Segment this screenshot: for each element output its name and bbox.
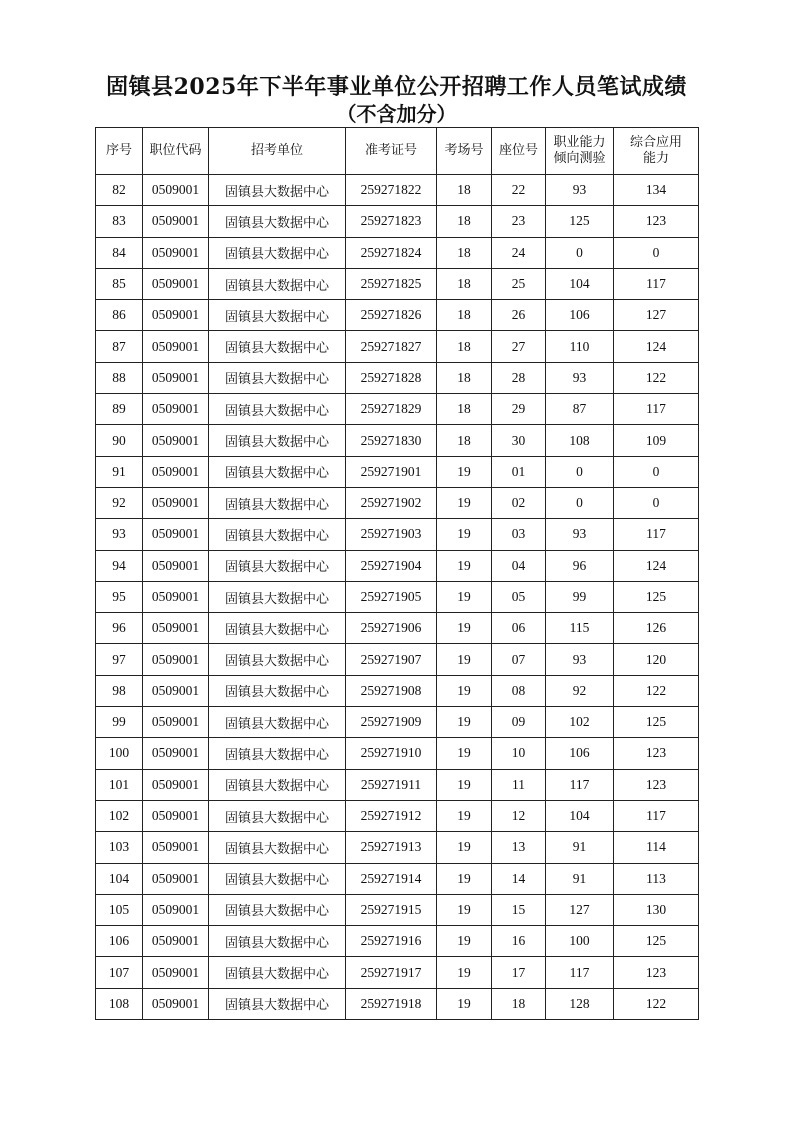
table-row: [96, 487, 699, 518]
cell-aptitude-score: 0: [546, 456, 614, 487]
cell-ticket-number: 259271830: [346, 425, 437, 456]
cell-seat: 17: [492, 957, 546, 988]
cell-exam-room: 18: [437, 237, 492, 268]
cell-aptitude-score: 117: [546, 769, 614, 800]
cell-ticket-number: 259271903: [346, 519, 437, 550]
col-header-seat: 座位号: [492, 128, 546, 175]
cell-serial: 94: [96, 550, 143, 581]
cell-ticket-number: 259271912: [346, 800, 437, 831]
cell-seat: 06: [492, 613, 546, 644]
cell-exam-room: 19: [437, 926, 492, 957]
cell-comprehensive-score: 0: [614, 487, 699, 518]
cell-ticket-number: 259271916: [346, 926, 437, 957]
cell-aptitude-score: 91: [546, 832, 614, 863]
cell-seat: 02: [492, 487, 546, 518]
cell-position-code: 0509001: [143, 613, 209, 644]
cell-aptitude-score: 100: [546, 926, 614, 957]
cell-seat: 22: [492, 175, 546, 206]
table-row: [96, 926, 699, 957]
cell-comprehensive-score: 122: [614, 988, 699, 1019]
cell-position-code: 0509001: [143, 331, 209, 362]
cell-aptitude-score: 99: [546, 581, 614, 612]
cell-position-code: 0509001: [143, 832, 209, 863]
cell-seat: 01: [492, 456, 546, 487]
cell-comprehensive-score: 134: [614, 175, 699, 206]
col-header-unit: 招考单位: [209, 128, 346, 175]
cell-exam-room: 18: [437, 175, 492, 206]
cell-comprehensive-score: 123: [614, 769, 699, 800]
table-row: [96, 675, 699, 706]
cell-seat: 29: [492, 394, 546, 425]
cell-exam-room: 19: [437, 894, 492, 925]
col-header-aptitude-score: 职业能力倾向测验: [546, 128, 614, 175]
cell-exam-room: 19: [437, 613, 492, 644]
cell-seat: 25: [492, 268, 546, 299]
cell-serial: 108: [96, 988, 143, 1019]
cell-comprehensive-score: 123: [614, 738, 699, 769]
cell-comprehensive-score: 126: [614, 613, 699, 644]
cell-exam-room: 18: [437, 331, 492, 362]
table-row: [96, 644, 699, 675]
cell-exam-room: 18: [437, 300, 492, 331]
cell-exam-room: 18: [437, 394, 492, 425]
page-subtitle: （不含加分）: [336, 102, 457, 126]
cell-unit: 固镇县大数据中心: [209, 206, 346, 237]
cell-aptitude-score: 106: [546, 738, 614, 769]
cell-aptitude-score: 108: [546, 425, 614, 456]
page-title: 固镇县2025年下半年事业单位公开招聘工作人员笔试成绩: [106, 74, 687, 100]
cell-unit: 固镇县大数据中心: [209, 863, 346, 894]
cell-comprehensive-score: 0: [614, 237, 699, 268]
cell-ticket-number: 259271917: [346, 957, 437, 988]
cell-serial: 102: [96, 800, 143, 831]
table-row: [96, 738, 699, 769]
cell-comprehensive-score: 122: [614, 675, 699, 706]
cell-serial: 87: [96, 331, 143, 362]
cell-ticket-number: 259271918: [346, 988, 437, 1019]
cell-seat: 09: [492, 707, 546, 738]
cell-serial: 103: [96, 832, 143, 863]
cell-unit: 固镇县大数据中心: [209, 926, 346, 957]
cell-ticket-number: 259271825: [346, 268, 437, 299]
cell-position-code: 0509001: [143, 394, 209, 425]
col-header-position-code: 职位代码: [143, 128, 209, 175]
cell-seat: 28: [492, 362, 546, 393]
cell-unit: 固镇县大数据中心: [209, 988, 346, 1019]
cell-position-code: 0509001: [143, 519, 209, 550]
table-row: [96, 863, 699, 894]
col-header-exam-room: 考场号: [437, 128, 492, 175]
table-row: [96, 769, 699, 800]
cell-comprehensive-score: 124: [614, 331, 699, 362]
cell-unit: 固镇县大数据中心: [209, 707, 346, 738]
table-row: [96, 832, 699, 863]
cell-unit: 固镇县大数据中心: [209, 394, 346, 425]
cell-aptitude-score: 104: [546, 268, 614, 299]
cell-seat: 11: [492, 769, 546, 800]
cell-comprehensive-score: 0: [614, 456, 699, 487]
cell-ticket-number: 259271824: [346, 237, 437, 268]
cell-ticket-number: 259271914: [346, 863, 437, 894]
cell-position-code: 0509001: [143, 894, 209, 925]
cell-unit: 固镇县大数据中心: [209, 487, 346, 518]
cell-serial: 84: [96, 237, 143, 268]
cell-comprehensive-score: 123: [614, 206, 699, 237]
cell-serial: 97: [96, 644, 143, 675]
cell-aptitude-score: 92: [546, 675, 614, 706]
cell-aptitude-score: 96: [546, 550, 614, 581]
table-row: [96, 581, 699, 612]
cell-ticket-number: 259271829: [346, 394, 437, 425]
cell-position-code: 0509001: [143, 300, 209, 331]
cell-comprehensive-score: 124: [614, 550, 699, 581]
cell-unit: 固镇县大数据中心: [209, 331, 346, 362]
cell-unit: 固镇县大数据中心: [209, 237, 346, 268]
cell-position-code: 0509001: [143, 738, 209, 769]
cell-aptitude-score: 117: [546, 957, 614, 988]
cell-position-code: 0509001: [143, 175, 209, 206]
cell-serial: 101: [96, 769, 143, 800]
cell-serial: 86: [96, 300, 143, 331]
cell-serial: 91: [96, 456, 143, 487]
cell-ticket-number: 259271904: [346, 550, 437, 581]
cell-position-code: 0509001: [143, 957, 209, 988]
cell-seat: 16: [492, 926, 546, 957]
cell-seat: 15: [492, 894, 546, 925]
cell-comprehensive-score: 117: [614, 800, 699, 831]
cell-ticket-number: 259271915: [346, 894, 437, 925]
cell-serial: 88: [96, 362, 143, 393]
cell-comprehensive-score: 114: [614, 832, 699, 863]
cell-comprehensive-score: 125: [614, 581, 699, 612]
table-row: [96, 800, 699, 831]
cell-comprehensive-score: 117: [614, 519, 699, 550]
cell-serial: 95: [96, 581, 143, 612]
cell-ticket-number: 259271913: [346, 832, 437, 863]
cell-comprehensive-score: 117: [614, 394, 699, 425]
cell-unit: 固镇县大数据中心: [209, 675, 346, 706]
cell-serial: 107: [96, 957, 143, 988]
cell-aptitude-score: 127: [546, 894, 614, 925]
table-row: [96, 613, 699, 644]
cell-position-code: 0509001: [143, 206, 209, 237]
cell-unit: 固镇县大数据中心: [209, 957, 346, 988]
cell-aptitude-score: 110: [546, 331, 614, 362]
cell-ticket-number: 259271823: [346, 206, 437, 237]
cell-comprehensive-score: 122: [614, 362, 699, 393]
cell-seat: 10: [492, 738, 546, 769]
cell-position-code: 0509001: [143, 487, 209, 518]
cell-serial: 85: [96, 268, 143, 299]
cell-seat: 18: [492, 988, 546, 1019]
cell-ticket-number: 259271828: [346, 362, 437, 393]
cell-aptitude-score: 128: [546, 988, 614, 1019]
cell-exam-room: 19: [437, 988, 492, 1019]
table-row: [96, 894, 699, 925]
table-row: [96, 394, 699, 425]
cell-position-code: 0509001: [143, 550, 209, 581]
table-row: [96, 331, 699, 362]
cell-aptitude-score: 93: [546, 362, 614, 393]
table-row: [96, 300, 699, 331]
cell-seat: 13: [492, 832, 546, 863]
cell-ticket-number: 259271826: [346, 300, 437, 331]
cell-exam-room: 19: [437, 769, 492, 800]
cell-position-code: 0509001: [143, 863, 209, 894]
table-row: [96, 707, 699, 738]
col-header-serial: 序号: [96, 128, 143, 175]
cell-aptitude-score: 93: [546, 175, 614, 206]
cell-position-code: 0509001: [143, 707, 209, 738]
cell-seat: 23: [492, 206, 546, 237]
cell-serial: 96: [96, 613, 143, 644]
cell-seat: 27: [492, 331, 546, 362]
cell-position-code: 0509001: [143, 644, 209, 675]
cell-seat: 05: [492, 581, 546, 612]
cell-unit: 固镇县大数据中心: [209, 613, 346, 644]
cell-position-code: 0509001: [143, 800, 209, 831]
cell-ticket-number: 259271910: [346, 738, 437, 769]
cell-serial: 83: [96, 206, 143, 237]
cell-exam-room: 18: [437, 268, 492, 299]
table-row: [96, 957, 699, 988]
cell-exam-room: 19: [437, 738, 492, 769]
table-row: [96, 175, 699, 206]
cell-ticket-number: 259271909: [346, 707, 437, 738]
cell-exam-room: 19: [437, 863, 492, 894]
cell-position-code: 0509001: [143, 675, 209, 706]
cell-exam-room: 19: [437, 800, 492, 831]
cell-aptitude-score: 115: [546, 613, 614, 644]
table-body: [96, 175, 699, 1020]
cell-exam-room: 19: [437, 487, 492, 518]
cell-ticket-number: 259271827: [346, 331, 437, 362]
cell-serial: 92: [96, 487, 143, 518]
cell-aptitude-score: 125: [546, 206, 614, 237]
cell-exam-room: 19: [437, 519, 492, 550]
cell-comprehensive-score: 127: [614, 300, 699, 331]
cell-comprehensive-score: 109: [614, 425, 699, 456]
cell-unit: 固镇县大数据中心: [209, 769, 346, 800]
table-row: [96, 268, 699, 299]
cell-aptitude-score: 106: [546, 300, 614, 331]
cell-unit: 固镇县大数据中心: [209, 456, 346, 487]
cell-unit: 固镇县大数据中心: [209, 832, 346, 863]
cell-seat: 03: [492, 519, 546, 550]
cell-exam-room: 19: [437, 675, 492, 706]
cell-seat: 08: [492, 675, 546, 706]
cell-serial: 90: [96, 425, 143, 456]
cell-ticket-number: 259271901: [346, 456, 437, 487]
cell-exam-room: 19: [437, 644, 492, 675]
cell-comprehensive-score: 117: [614, 268, 699, 299]
cell-aptitude-score: 102: [546, 707, 614, 738]
cell-unit: 固镇县大数据中心: [209, 738, 346, 769]
cell-ticket-number: 259271902: [346, 487, 437, 518]
cell-position-code: 0509001: [143, 926, 209, 957]
table-row: [96, 519, 699, 550]
cell-unit: 固镇县大数据中心: [209, 425, 346, 456]
cell-exam-room: 19: [437, 456, 492, 487]
table-row: [96, 237, 699, 268]
cell-exam-room: 18: [437, 362, 492, 393]
cell-seat: 26: [492, 300, 546, 331]
col-header-comprehensive-score: 综合应用能力: [614, 128, 699, 175]
cell-serial: 100: [96, 738, 143, 769]
table-row: [96, 425, 699, 456]
cell-position-code: 0509001: [143, 769, 209, 800]
cell-seat: 30: [492, 425, 546, 456]
cell-position-code: 0509001: [143, 456, 209, 487]
cell-position-code: 0509001: [143, 362, 209, 393]
cell-unit: 固镇县大数据中心: [209, 300, 346, 331]
cell-aptitude-score: 91: [546, 863, 614, 894]
cell-exam-room: 19: [437, 957, 492, 988]
cell-unit: 固镇县大数据中心: [209, 550, 346, 581]
cell-unit: 固镇县大数据中心: [209, 519, 346, 550]
cell-exam-room: 19: [437, 832, 492, 863]
cell-unit: 固镇县大数据中心: [209, 268, 346, 299]
table-row: [96, 362, 699, 393]
cell-seat: 24: [492, 237, 546, 268]
cell-comprehensive-score: 123: [614, 957, 699, 988]
cell-comprehensive-score: 113: [614, 863, 699, 894]
cell-aptitude-score: 0: [546, 237, 614, 268]
header-row: [96, 128, 699, 175]
cell-exam-room: 18: [437, 425, 492, 456]
cell-seat: 07: [492, 644, 546, 675]
cell-comprehensive-score: 130: [614, 894, 699, 925]
cell-ticket-number: 259271905: [346, 581, 437, 612]
cell-serial: 89: [96, 394, 143, 425]
cell-serial: 104: [96, 863, 143, 894]
cell-position-code: 0509001: [143, 237, 209, 268]
cell-unit: 固镇县大数据中心: [209, 800, 346, 831]
cell-position-code: 0509001: [143, 988, 209, 1019]
cell-serial: 82: [96, 175, 143, 206]
cell-unit: 固镇县大数据中心: [209, 362, 346, 393]
table-row: [96, 206, 699, 237]
cell-ticket-number: 259271911: [346, 769, 437, 800]
cell-seat: 12: [492, 800, 546, 831]
cell-seat: 14: [492, 863, 546, 894]
cell-position-code: 0509001: [143, 268, 209, 299]
cell-ticket-number: 259271822: [346, 175, 437, 206]
cell-exam-room: 19: [437, 581, 492, 612]
cell-ticket-number: 259271906: [346, 613, 437, 644]
cell-exam-room: 18: [437, 206, 492, 237]
cell-unit: 固镇县大数据中心: [209, 894, 346, 925]
table-row: [96, 550, 699, 581]
cell-exam-room: 19: [437, 707, 492, 738]
cell-aptitude-score: 93: [546, 644, 614, 675]
cell-position-code: 0509001: [143, 425, 209, 456]
cell-ticket-number: 259271908: [346, 675, 437, 706]
cell-unit: 固镇县大数据中心: [209, 644, 346, 675]
cell-aptitude-score: 93: [546, 519, 614, 550]
cell-unit: 固镇县大数据中心: [209, 581, 346, 612]
cell-comprehensive-score: 120: [614, 644, 699, 675]
cell-aptitude-score: 104: [546, 800, 614, 831]
cell-seat: 04: [492, 550, 546, 581]
cell-position-code: 0509001: [143, 581, 209, 612]
table-row: [96, 456, 699, 487]
cell-serial: 105: [96, 894, 143, 925]
cell-serial: 98: [96, 675, 143, 706]
cell-comprehensive-score: 125: [614, 707, 699, 738]
cell-serial: 99: [96, 707, 143, 738]
table-row: [96, 988, 699, 1019]
col-header-ticket-number: 准考证号: [346, 128, 437, 175]
cell-ticket-number: 259271907: [346, 644, 437, 675]
cell-aptitude-score: 87: [546, 394, 614, 425]
cell-serial: 93: [96, 519, 143, 550]
cell-aptitude-score: 0: [546, 487, 614, 518]
scores-table: [95, 127, 699, 1020]
cell-exam-room: 19: [437, 550, 492, 581]
cell-comprehensive-score: 125: [614, 926, 699, 957]
cell-serial: 106: [96, 926, 143, 957]
cell-unit: 固镇县大数据中心: [209, 175, 346, 206]
